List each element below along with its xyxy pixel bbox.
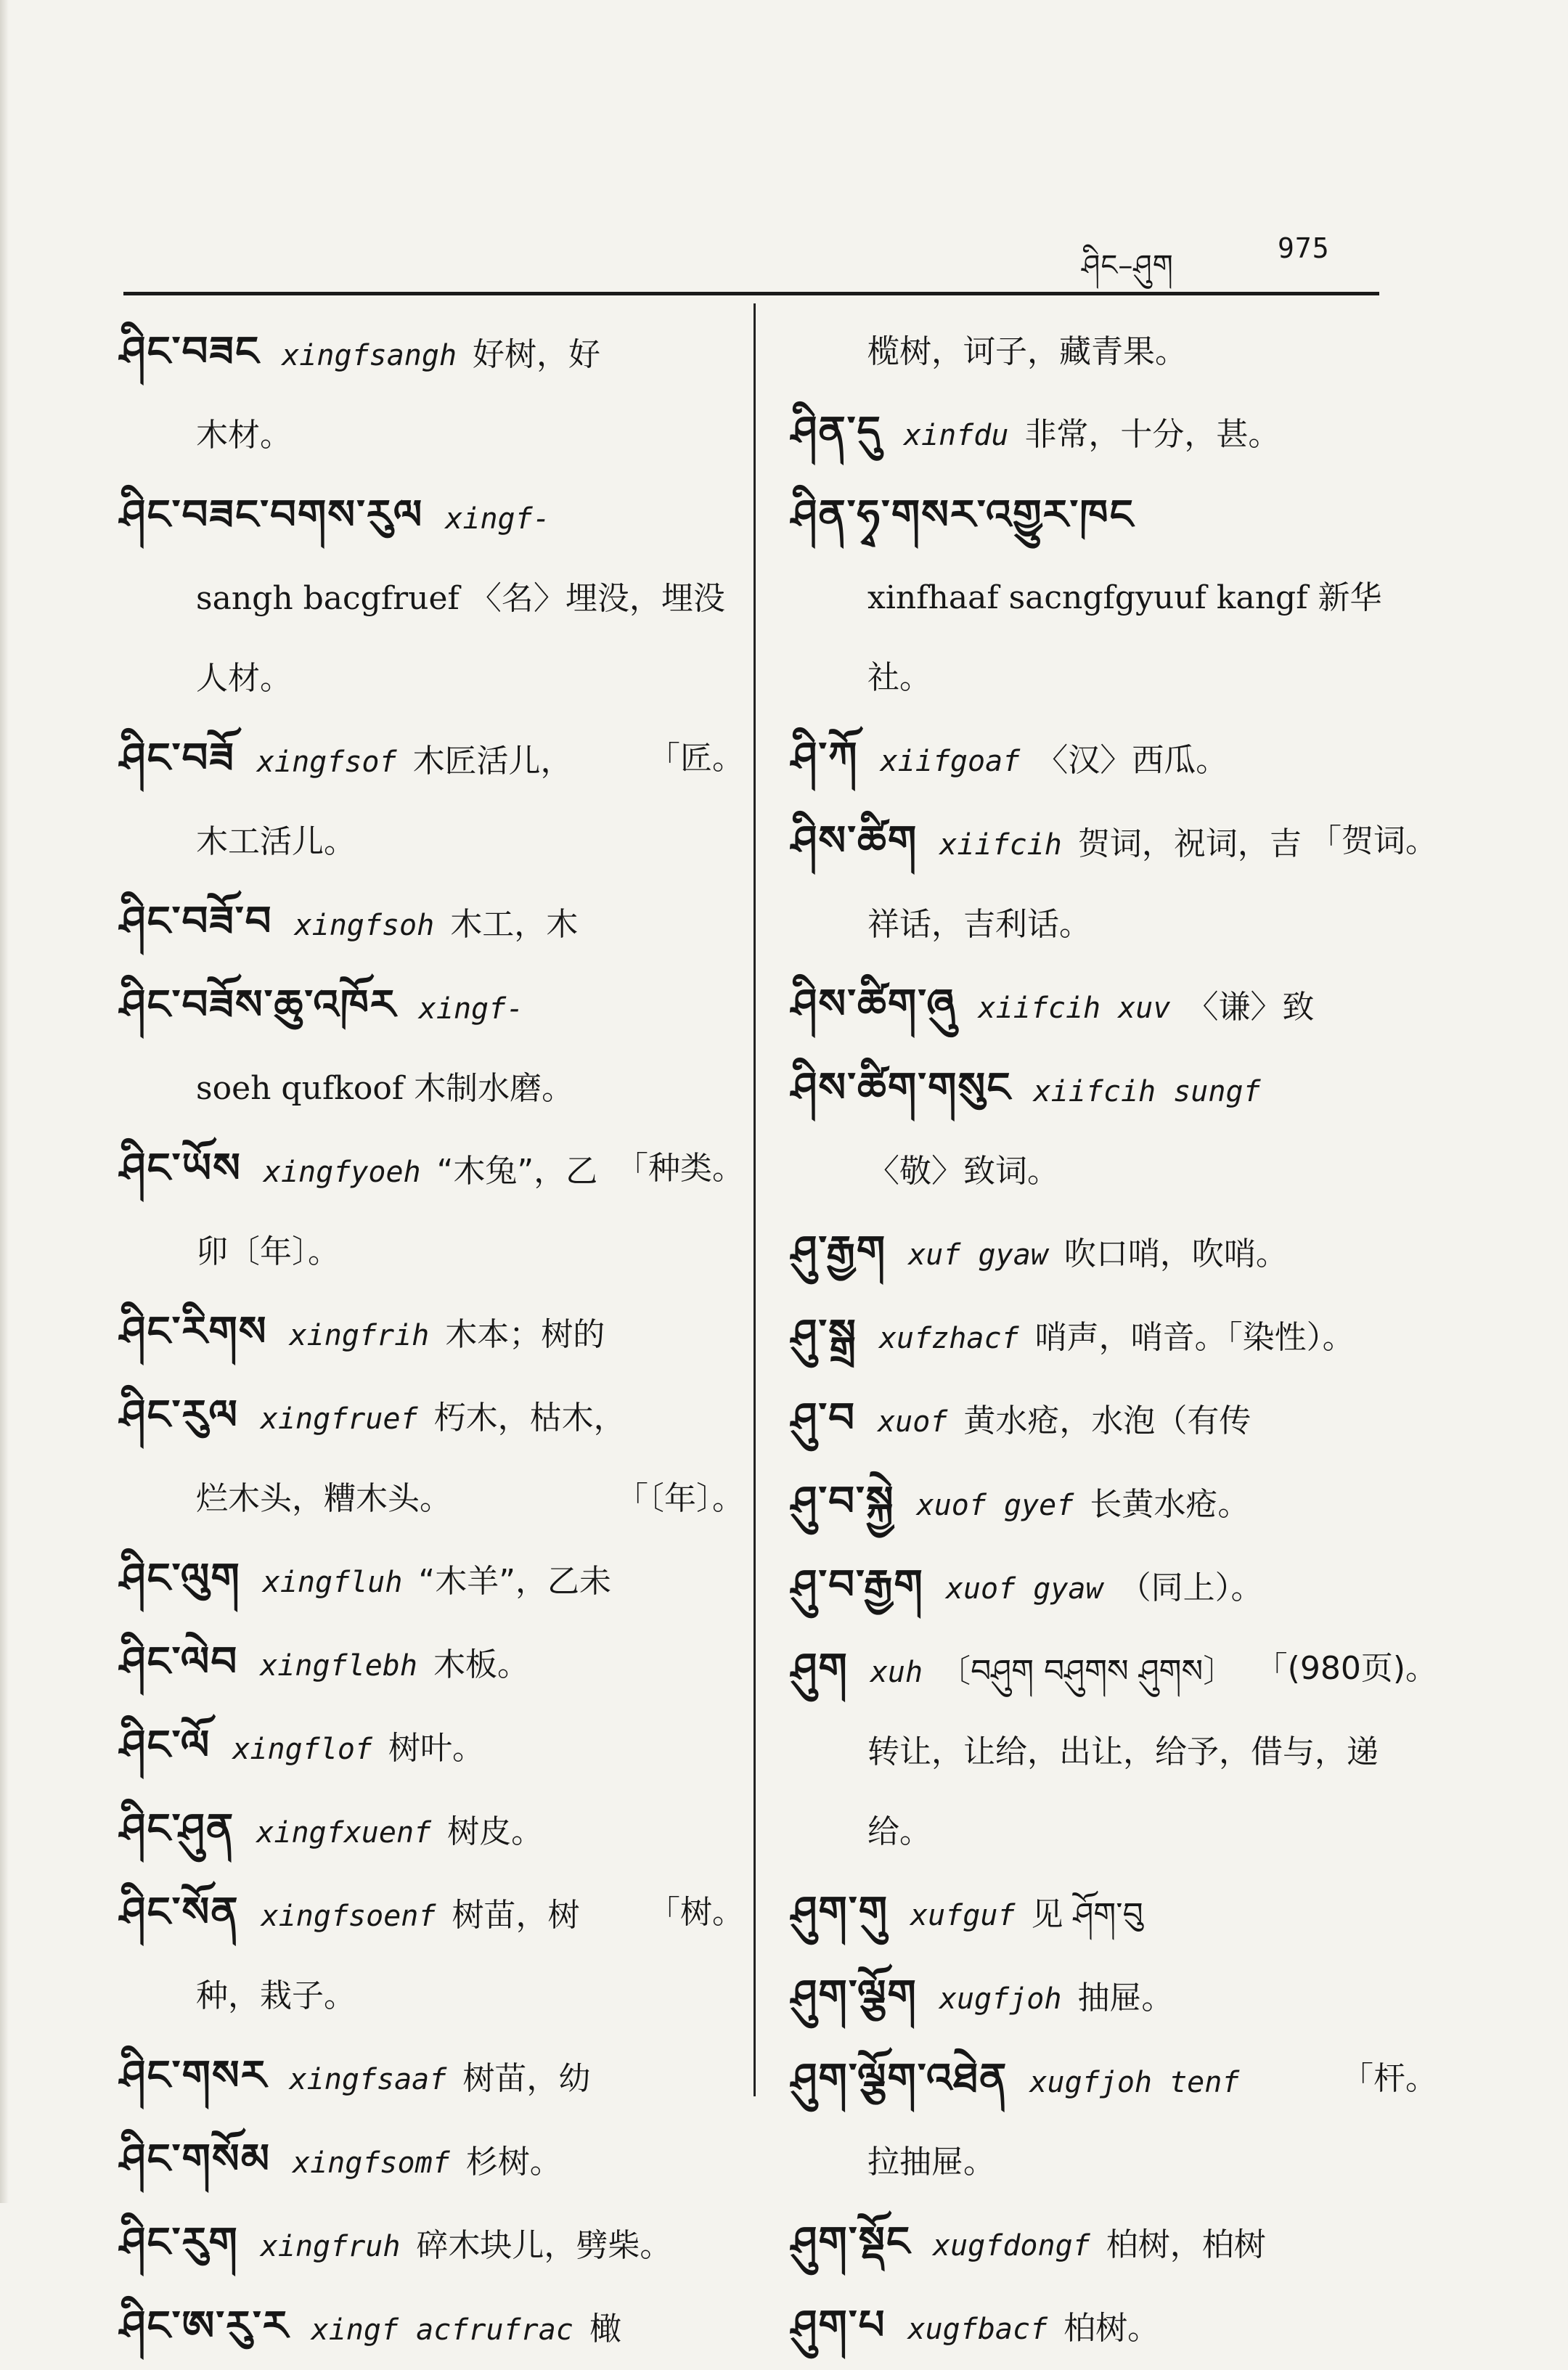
entry-romanization: xuof gyef (916, 1489, 1074, 1522)
entry-note: 「(980页)。 (1255, 1650, 1437, 1687)
entry-definition: 树叶。 (388, 1730, 484, 1767)
entry-definition: 见 ཤོག་བུ (1031, 1896, 1143, 1933)
entry-definition: 柏树，柏树 (1106, 2226, 1266, 2263)
entry-continuation: sangh bacgfruef 〈名〉埋没，埋没人材。 (196, 580, 725, 697)
entry-romanization: xingfruef (260, 1402, 418, 1436)
dictionary-entry (791, 392, 1437, 475)
dictionary-entry (791, 801, 1437, 965)
entry-headword: ཤིང་རིགས (120, 1308, 268, 1355)
entry-definition: 哨声，哨音。「染性）。 (1034, 1319, 1355, 1356)
right-column (791, 312, 1437, 2369)
entry-continuation: 转让，让给，出让，给予，借与，递给。 (867, 1733, 1379, 1850)
entry-headword: ཤིང་ཨ་རུ་ར (120, 2302, 290, 2350)
dictionary-entry (120, 719, 744, 882)
column-divider (754, 303, 756, 2096)
entry-headword: ཤིན་ཧྭ་གསར་འགྱུར་ཁང (791, 491, 1135, 539)
entry-romanization: xingfrih (289, 1319, 430, 1352)
dictionary-entry (791, 718, 1437, 801)
entry-continuation: xinfhaaf sacngfgyuuf kangf 新华社。 (867, 579, 1382, 696)
entry-headword: ཤུ་བ་རྒྱག (791, 1561, 924, 1609)
dictionary-entry (791, 1545, 1437, 1629)
entry-headword: ཤིས་ཚིག (791, 817, 918, 865)
entry-continuation: 种，栽子。 (196, 1977, 356, 2014)
dictionary-entry (791, 312, 1437, 392)
entry-romanization: xiifcih (939, 828, 1062, 862)
entry-romanization: xingfxuenf (256, 1816, 432, 1850)
entry-romanization: xingfsaaf (289, 2063, 447, 2096)
entry-headword: ཤིས་ཚིག་ཞུ (791, 981, 957, 1028)
entry-headword: ཤུ་བ་སྐྱེ (791, 1478, 895, 1525)
entry-romanization: xufzhacf (878, 1322, 1019, 1355)
entry-romanization: xuh (870, 1656, 923, 1689)
dictionary-entry (120, 312, 744, 475)
entry-romanization: xingfsof (256, 745, 397, 779)
entry-romanization: xingfsangh (282, 339, 457, 372)
entry-headword: ཤིས་ཚིག་གསུང (791, 1064, 1012, 1111)
dictionary-entry (791, 2039, 1437, 2202)
entry-definition: 树皮。 (447, 1813, 544, 1850)
dictionary-entry (791, 2286, 1437, 2369)
entry-headword: ཤིང་སོན (120, 1889, 240, 1936)
dictionary-entry (791, 1048, 1437, 1211)
entry-continuation: 木工活儿。 (196, 823, 356, 860)
dictionary-entry (791, 1956, 1437, 2039)
dictionary-entry (120, 2120, 744, 2203)
entry-headword: ཤིང་བཟོ (120, 735, 235, 782)
entry-continuation: 榄树，诃子，藏青果。 (867, 333, 1187, 370)
entry-note: 「杆。 (1342, 2060, 1437, 2097)
entry-romanization: xingfsomf (293, 2146, 450, 2180)
entry-headword: ཤིང་ལུག (120, 1555, 241, 1602)
entry-headword: ཤིང་རུལ (120, 1392, 239, 1439)
page-edge-shadow (0, 0, 9, 2203)
entry-romanization: xufguf (910, 1899, 1016, 1932)
entry-definition: 木工，木 (450, 906, 579, 943)
entry-headword: ཤིང་བཟོ་བ (120, 898, 273, 945)
entry-definition: 长黄水疮。 (1090, 1486, 1250, 1523)
entry-definition: 黄水疮，水泡（有传 (963, 1402, 1251, 1439)
entry-headword: ཤིང་བཟོས་ཆུ་འཁོར (120, 981, 397, 1029)
entry-note: 「贺词。 (1310, 822, 1437, 859)
entry-romanization: xugfdongf (933, 2229, 1090, 2263)
entry-romanization: xinfdu (903, 419, 1009, 452)
entry-romanization: xingflebh (260, 1649, 417, 1683)
entry-headword: ཤུ་བ (791, 1394, 857, 1442)
entry-note: 「种类。 (616, 1150, 744, 1187)
header-rule (123, 292, 1379, 295)
entry-continuation: soeh qufkoof 木制水磨。 (196, 1070, 574, 1107)
entry-romanization: xugfjoh tenf (1029, 2066, 1240, 2099)
entry-headword: ཤིང་ཡོས (120, 1145, 242, 1192)
entry-definition: 好树，好 (473, 336, 601, 373)
entry-headword: ཤུག་གུ (791, 1888, 889, 1935)
entry-headword: ཤིང་གསར (120, 2052, 268, 2099)
dictionary-entry (791, 1211, 1437, 1295)
entry-headword: ཤིང་རུག (120, 2219, 239, 2266)
entry-note: 「树。 (648, 1894, 744, 1931)
entry-headword: ཤུག་སྡོང (791, 2218, 912, 2265)
dictionary-entry (120, 2287, 744, 2370)
entry-romanization: xuf gyaw (908, 1238, 1048, 1272)
entry-romanization: xingf acfrufrac (311, 2313, 573, 2347)
entry-romanization: xiifcih sungf (1033, 1075, 1261, 1108)
dictionary-entry (791, 965, 1437, 1048)
entry-definition: （同上）。 (1119, 1569, 1263, 1606)
dictionary-entry (120, 1292, 744, 1376)
entry-definition: 朽木，枯木， (433, 1399, 626, 1437)
dictionary-entry (120, 1376, 744, 1539)
entry-headword: ཤིང་ཤུན (120, 1805, 235, 1852)
entry-definition: 抽屉。 (1077, 1979, 1174, 2016)
entry-headword: ཤིང་གསོམ (120, 2136, 271, 2183)
entry-definition: 〈汉〉西瓜。 (1036, 742, 1228, 779)
dictionary-entry (791, 1295, 1437, 1378)
entry-romanization: xiifgoaf (880, 745, 1021, 778)
entry-definition: 〈谦〉致 (1186, 989, 1315, 1026)
entry-romanization: xingfyoeh (263, 1156, 421, 1189)
entry-definition: 非常，十分，甚。 (1024, 416, 1281, 453)
entry-continuation: 卯〔年〕。 (196, 1233, 340, 1270)
entry-romanization: xingfsoh (294, 909, 435, 942)
entry-headword: ཤིང་ལེབ (120, 1638, 239, 1685)
dictionary-entry (120, 1539, 744, 1622)
entry-headword: ཤིང་བཟང (120, 328, 261, 375)
entry-definition: “木兔”，乙 (436, 1153, 598, 1190)
entry-romanization: xingflof (232, 1733, 372, 1766)
dictionary-entry (120, 1129, 744, 1292)
entry-romanization: xugfbacf (907, 2313, 1048, 2346)
entry-continuation: 烂木头，糟木头。 (196, 1480, 452, 1517)
left-column (120, 312, 744, 2370)
dictionary-entry (120, 1622, 744, 1706)
entry-headword: ཤིང་ལོ (120, 1722, 211, 1769)
entry-definition: 树苗，幼 (462, 2060, 591, 2097)
entry-continuation: 木材。 (196, 417, 292, 454)
dictionary-entry (791, 1629, 1437, 1872)
entry-headword: ཤུག་ལྕོག་འཐེན (791, 2055, 1008, 2102)
entry-note: 「〔年〕。 (616, 1480, 744, 1517)
entry-note: 「匠。 (648, 740, 744, 777)
dictionary-entry (120, 965, 744, 1129)
entry-continuation: 〈敬〉致词。 (867, 1153, 1059, 1190)
dictionary-entry (120, 1873, 744, 2036)
entry-romanization: xugfjoh (939, 1982, 1062, 2016)
entry-definition: 柏树。 (1063, 2310, 1160, 2347)
entry-definition: 贺词，祝词，吉 (1077, 825, 1302, 862)
entry-romanization: xuof (878, 1405, 948, 1439)
entry-continuation: 祥话，吉利话。 (867, 906, 1091, 943)
entry-headword: ཤུག་ལྕོག (791, 1971, 918, 2019)
dictionary-entry (791, 2202, 1437, 2286)
entry-headword: ཤུ་རྒྱག (791, 1227, 887, 1275)
entry-romanization: xuof gyaw (945, 1572, 1103, 1606)
dictionary-entry (120, 1706, 744, 1789)
entry-romanization: xingfluh (262, 1566, 403, 1599)
entry-headword: ཤུག་པ (791, 2302, 886, 2349)
entry-definition: 木匠活儿， (412, 743, 573, 780)
entry-definition: 树苗，树 (452, 1897, 580, 1934)
entry-headword: ཤིང་བཟང་བགས་རུལ (120, 491, 424, 539)
dictionary-entry (120, 1789, 744, 1873)
page-number: 975 (1278, 232, 1330, 264)
entry-definition: 吹口哨，吹哨。 (1063, 1235, 1288, 1272)
entry-headword: ཤིན་དུ (791, 408, 882, 455)
entry-definition: 橄 (589, 2310, 621, 2347)
entry-headword: ཤི་ཀོ (791, 734, 859, 781)
dictionary-entry (791, 475, 1437, 718)
entry-definition: 〔བཤུག བཤུགས ཤུགས〕 (939, 1653, 1236, 1690)
entry-romanization: xiifcih xuv (978, 992, 1171, 1025)
dictionary-entry (120, 2036, 744, 2120)
entry-definition: “木羊”，乙未 (418, 1563, 611, 1600)
entry-definition: 杉树。 (465, 2144, 562, 2181)
dictionary-entry (791, 1378, 1437, 1462)
dictionary-entry (120, 882, 744, 965)
header-tibetan-guide-words: ཤིང–ཤུག (1082, 249, 1174, 282)
dictionary-entry (791, 1462, 1437, 1545)
entry-definition: 木板。 (433, 1646, 529, 1683)
entry-definition: 木本；树的 (445, 1316, 605, 1353)
entry-romanization: xingfsoenf (261, 1900, 436, 1933)
entry-romanization: xingf- (445, 502, 550, 536)
entry-continuation: 拉抽屉。 (867, 2144, 995, 2181)
entry-romanization: xingfruh (260, 2230, 401, 2263)
dictionary-entry (120, 2203, 744, 2287)
entry-romanization: xingf- (418, 992, 524, 1026)
entry-headword: ཤུག (791, 1645, 849, 1692)
entry-definition: 碎木块儿，劈柴。 (416, 2227, 672, 2264)
dictionary-entry (120, 475, 744, 719)
page-header (1074, 231, 1336, 282)
entry-headword: ཤུ་སྒྲ (791, 1311, 857, 1358)
dictionary-entry (791, 1872, 1437, 1956)
